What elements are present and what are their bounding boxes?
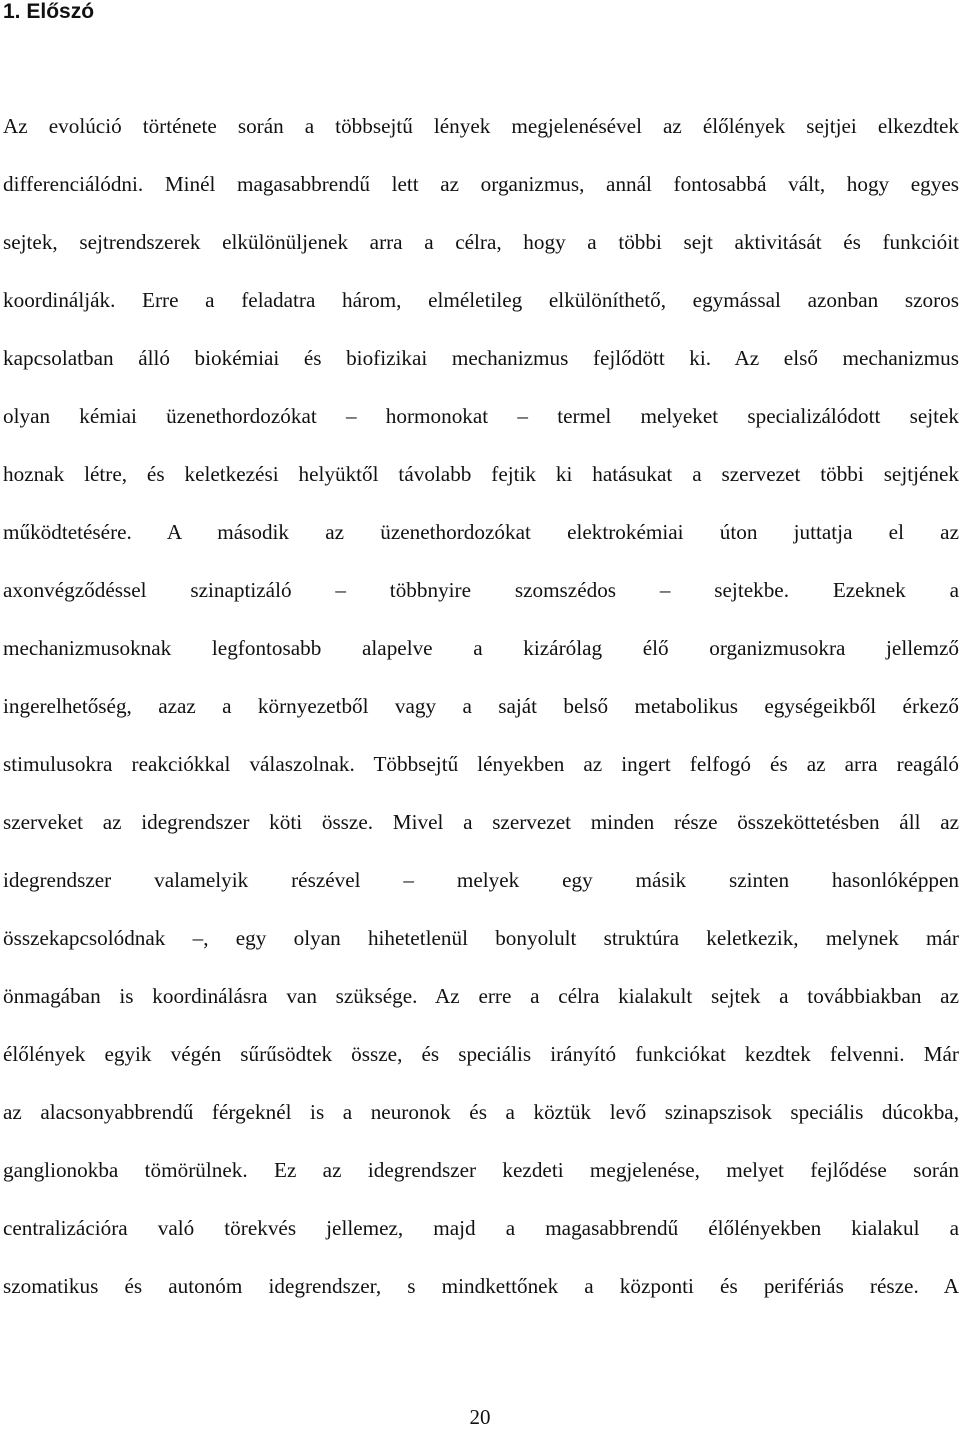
text-line: differenciálódni. Minél magasabbrendű lett az organizmus, annál fontosabbá vált, hogy egyes [3, 172, 959, 196]
text-line: sejtek, sejtrendszerek elkülönüljenek arra a célra, hogy a többi sejt aktivitását és funkcióit [3, 230, 959, 254]
text-line: szerveket az idegrendszer köti össze. Mivel a szervezet minden része összeköttetésben áll az [3, 810, 959, 834]
text-line: centralizációra való törekvés jellemez, majd a magasabbrendű élőlényekben kialakul a [3, 1216, 959, 1240]
text-line: működtetésére. A második az üzenethordozókat elektrokémiai úton juttatja el az [3, 520, 959, 544]
text-line: mechanizmusoknak legfontosabb alapelve a kizárólag élő organizmusokra jellemző [3, 636, 959, 660]
text-line: olyan kémiai üzenethordozókat – hormonokat – termel melyeket specializálódott sejtek [3, 404, 959, 428]
text-line: axonvégződéssel szinaptizáló – többnyire szomszédos – sejtekbe. Ezeknek a [3, 578, 959, 602]
text-line: Az evolúció története során a többsejtű lények megjelenésével az élőlények sejtjei elkezdtek [3, 114, 959, 138]
text-line: stimulusokra reakciókkal válaszolnak. Többsejtű lényekben az ingert felfogó és az arra reagáló [3, 752, 959, 776]
text-line: az alacsonyabbrendű férgeknél is a neuronok és a köztük levő szinapszisok speciális dúcokba, [3, 1100, 959, 1124]
section-heading: 1. Előszó [3, 0, 95, 23]
text-line: önmagában is koordinálásra van szüksége. Az erre a célra kialakult sejtek a továbbiakban az [3, 984, 959, 1008]
body-text [3, 97, 959, 1315]
text-line: ingerelhetőség, azaz a környezetből vagy a saját belső metabolikus egységeikből érkező [3, 694, 959, 718]
text-line: szomatikus és autonóm idegrendszer, s mindkettőnek a központi és perifériás része. A [3, 1274, 959, 1298]
text-line: idegrendszer valamelyik részével – melyek egy másik szinten hasonlóképpen [3, 868, 959, 892]
text-line: összekapcsolódnak –, egy olyan hihetetlenül bonyolult struktúra keletkezik, melynek már [3, 926, 959, 950]
text-line: hoznak létre, és keletkezési helyüktől távolabb fejtik ki hatásukat a szervezet többi sejtjének [3, 462, 959, 486]
text-line: koordinálják. Erre a feladatra három, elméletileg elkülöníthető, egymással azonban szoros [3, 288, 959, 312]
text-line: élőlények egyik végén sűrűsödtek össze, és speciális irányító funkciókat kezdtek felvenni. Már [3, 1042, 959, 1066]
page-number: 20 [469, 1405, 491, 1429]
text-line: kapcsolatban álló biokémiai és biofizikai mechanizmus fejlődött ki. Az első mechanizmus [3, 346, 959, 370]
text-line: ganglionokba tömörülnek. Ez az idegrendszer kezdeti megjelenése, melyet fejlődése során [3, 1158, 959, 1182]
